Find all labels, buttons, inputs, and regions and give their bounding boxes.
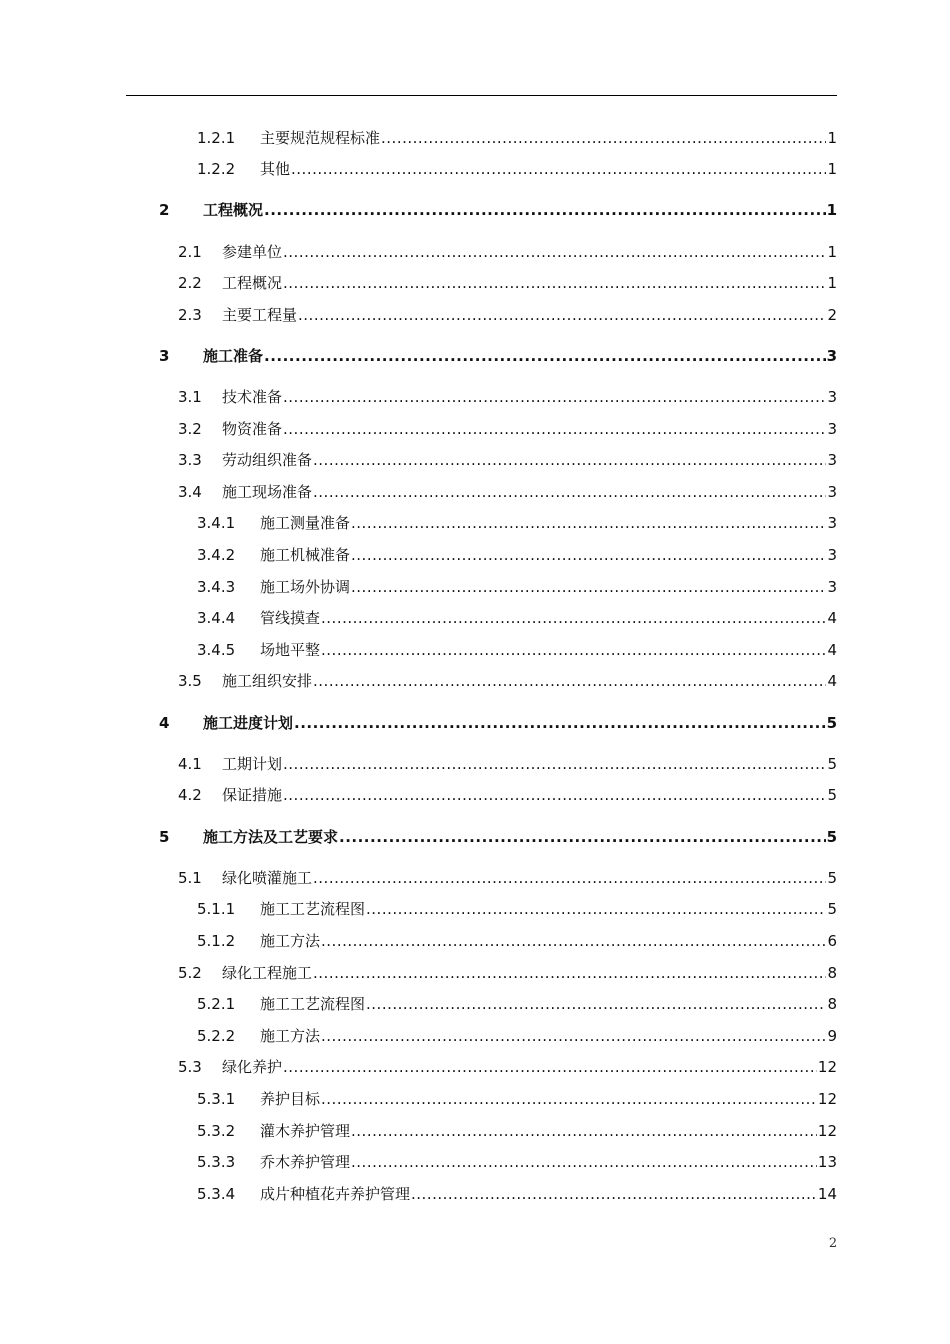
toc-entry-title: 施工现场准备 [222,483,313,501]
toc-entry-page: 5 [827,869,837,887]
toc-entry-page: 5 [827,786,837,804]
toc-dot-leader [351,576,826,598]
toc-dot-leader [283,386,826,408]
toc-entry-number: 5.1 [178,869,202,887]
toc-dot-leader [366,993,826,1015]
toc-entry-title: 参建单位 [222,243,283,261]
toc-entry-number: 3.2 [178,420,202,438]
toc-dot-leader [283,418,826,440]
toc-entry[interactable] [197,158,837,180]
toc-entry-number: 3.3 [178,451,202,469]
toc-dot-leader [264,199,826,221]
toc-dot-leader [283,241,826,263]
toc-entry[interactable] [178,272,837,294]
toc-entry-title: 绿化养护 [222,1058,283,1076]
toc-entry-number: 3.4.1 [197,514,236,532]
toc-dot-leader [339,826,826,848]
toc-dot-leader [321,930,826,952]
toc-entry-number: 4 [159,714,170,732]
toc-entry-number: 3.4.4 [197,609,236,627]
toc-entry-number: 5.3 [178,1058,202,1076]
toc-entry-number: 5.2.2 [197,1027,236,1045]
toc-entry[interactable] [197,512,837,534]
toc-entry-page: 8 [827,964,837,982]
toc-entry-number: 5 [159,828,170,846]
toc-entry-page: 4 [827,609,837,627]
toc-entry-title: 施工方法 [260,932,321,950]
toc-entry-page: 1 [827,243,837,261]
toc-entry[interactable] [178,670,837,692]
toc-entry-title: 技术准备 [222,388,283,406]
toc-dot-leader [283,272,826,294]
toc-entry[interactable] [197,930,837,952]
toc-entry[interactable] [159,712,837,734]
toc-entry-title: 施工方法及工艺要求 [203,828,339,846]
toc-entry[interactable] [197,127,837,149]
toc-entry-number: 3.4 [178,483,202,501]
toc-dot-leader [321,607,826,629]
toc-dot-leader [411,1183,817,1205]
toc-dot-leader [313,449,826,471]
toc-entry-title: 其他 [260,160,291,178]
toc-entry-title: 成片种植花卉养护管理 [260,1185,411,1203]
toc-entry-page: 14 [817,1185,837,1203]
toc-entry-page: 1 [826,201,837,219]
toc-entry[interactable] [178,962,837,984]
toc-entry-number: 1.2.2 [197,160,236,178]
toc-entry-page: 8 [827,995,837,1013]
toc-entry-number: 5.3.2 [197,1122,236,1140]
toc-dot-leader [298,304,826,326]
toc-dot-leader [351,544,826,566]
toc-entry-number: 2 [159,201,170,219]
toc-entry-page: 5 [826,828,837,846]
toc-entry-title: 场地平整 [260,641,321,659]
toc-entry-title: 施工进度计划 [203,714,294,732]
toc-entry-page: 4 [827,672,837,690]
toc-entry-number: 5.3.4 [197,1185,236,1203]
toc-entry[interactable] [197,1120,837,1142]
toc-dot-leader [313,670,826,692]
toc-entry-number: 3.5 [178,672,202,690]
toc-entry-title: 施工机械准备 [260,546,351,564]
toc-dot-leader [321,1025,826,1047]
toc-entry-page: 12 [817,1090,837,1108]
toc-entry[interactable] [197,1088,837,1110]
toc-entry-page: 3 [827,546,837,564]
toc-entry[interactable] [178,1056,837,1078]
toc-dot-leader [291,158,826,180]
toc-entry-number: 4.2 [178,786,202,804]
toc-entry-page: 1 [827,129,837,147]
toc-entry-title: 劳动组织准备 [222,451,313,469]
toc-entry-title: 乔木养护管理 [260,1153,351,1171]
toc-entry[interactable] [178,304,837,326]
page-number: 2 [828,1236,838,1251]
toc-entry-number: 1.2.1 [197,129,236,147]
toc-entry-page: 5 [826,714,837,732]
toc-dot-leader [351,1120,817,1142]
toc-dot-leader [283,784,826,806]
toc-entry-title: 施工准备 [203,347,264,365]
toc-entry-number: 5.1.2 [197,932,236,950]
toc-dot-leader [294,712,826,734]
toc-entry-number: 4.1 [178,755,202,773]
toc-entry[interactable] [178,241,837,263]
toc-entry-number: 3.4.2 [197,546,236,564]
toc-entry-number: 3.4.5 [197,641,236,659]
toc-entry-page: 5 [827,900,837,918]
toc-entry-page: 12 [817,1122,837,1140]
toc-entry-title: 物资准备 [222,420,283,438]
toc-entry-title: 施工场外协调 [260,578,351,596]
toc-entry[interactable] [197,1151,837,1173]
toc-entry-title: 工程概况 [203,201,264,219]
toc-entry-page: 3 [827,514,837,532]
toc-entry[interactable] [178,449,837,471]
toc-entry-number: 2.1 [178,243,202,261]
toc-dot-leader [366,898,826,920]
toc-dot-leader [283,1056,817,1078]
toc-dot-leader [313,481,826,503]
toc-entry-number: 5.3.3 [197,1153,236,1171]
toc-entry[interactable] [159,345,837,367]
toc-entry-page: 1 [827,274,837,292]
toc-entry-title: 施工工艺流程图 [260,995,366,1013]
toc-entry[interactable] [197,607,837,629]
toc-entry[interactable] [178,481,837,503]
toc-entry-title: 主要规范规程标准 [260,129,381,147]
toc-entry-title: 工程概况 [222,274,283,292]
toc-entry-title: 施工工艺流程图 [260,900,366,918]
toc-entry-page: 3 [827,420,837,438]
toc-entry-page: 6 [827,932,837,950]
toc-entry[interactable] [197,576,837,598]
toc-dot-leader [381,127,826,149]
toc-entry-page: 9 [827,1027,837,1045]
toc-entry-page: 3 [827,483,837,501]
toc-entry[interactable] [197,898,837,920]
toc-entry[interactable] [159,199,837,221]
toc-entry-page: 3 [827,578,837,596]
toc-entry[interactable] [197,1183,837,1205]
toc-entry-title: 保证措施 [222,786,283,804]
toc-entry-number: 2.2 [178,274,202,292]
toc-entry[interactable] [178,867,837,889]
toc-entry-page: 12 [817,1058,837,1076]
toc-dot-leader [351,512,826,534]
toc-entry-page: 13 [817,1153,837,1171]
toc-entry-title: 绿化喷灌施工 [222,869,313,887]
toc-entry-title: 绿化工程施工 [222,964,313,982]
toc-entry[interactable] [197,1025,837,1047]
toc-entry-title: 工期计划 [222,755,283,773]
toc-dot-leader [321,1088,817,1110]
toc-entry-title: 施工方法 [260,1027,321,1045]
toc-entry-title: 灌木养护管理 [260,1122,351,1140]
toc-entry-page: 3 [827,388,837,406]
toc-entry-number: 5.1.1 [197,900,236,918]
toc-entry[interactable] [178,418,837,440]
toc-entry-page: 2 [827,306,837,324]
toc-entry-title: 管线摸查 [260,609,321,627]
toc-entry-page: 4 [827,641,837,659]
toc-entry[interactable] [178,753,837,775]
toc-entry-number: 3 [159,347,170,365]
toc-entry-page: 3 [827,451,837,469]
toc-entry-number: 3.4.3 [197,578,236,596]
toc-dot-leader [351,1151,817,1173]
toc-entry-page: 5 [827,755,837,773]
toc-dot-leader [313,962,826,984]
toc-entry-title: 施工组织安排 [222,672,313,690]
toc-entry-number: 5.2.1 [197,995,236,1013]
toc-entry[interactable] [178,784,837,806]
toc-entry-number: 5.3.1 [197,1090,236,1108]
toc-entry[interactable] [159,826,837,848]
toc-entry-title: 主要工程量 [222,306,298,324]
toc-entry-number: 3.1 [178,388,202,406]
toc-entry-page: 1 [827,160,837,178]
toc-entry[interactable] [197,993,837,1015]
toc-entry-number: 2.3 [178,306,202,324]
toc-entry[interactable] [197,544,837,566]
toc-dot-leader [321,639,826,661]
toc-dot-leader [313,867,826,889]
toc-dot-leader [264,345,826,367]
toc-entry-title: 养护目标 [260,1090,321,1108]
toc-entry-title: 施工测量准备 [260,514,351,532]
toc-entry[interactable] [197,639,837,661]
toc-dot-leader [283,753,826,775]
toc-entry-page: 3 [826,347,837,365]
toc-entry[interactable] [178,386,837,408]
toc-entry-number: 5.2 [178,964,202,982]
